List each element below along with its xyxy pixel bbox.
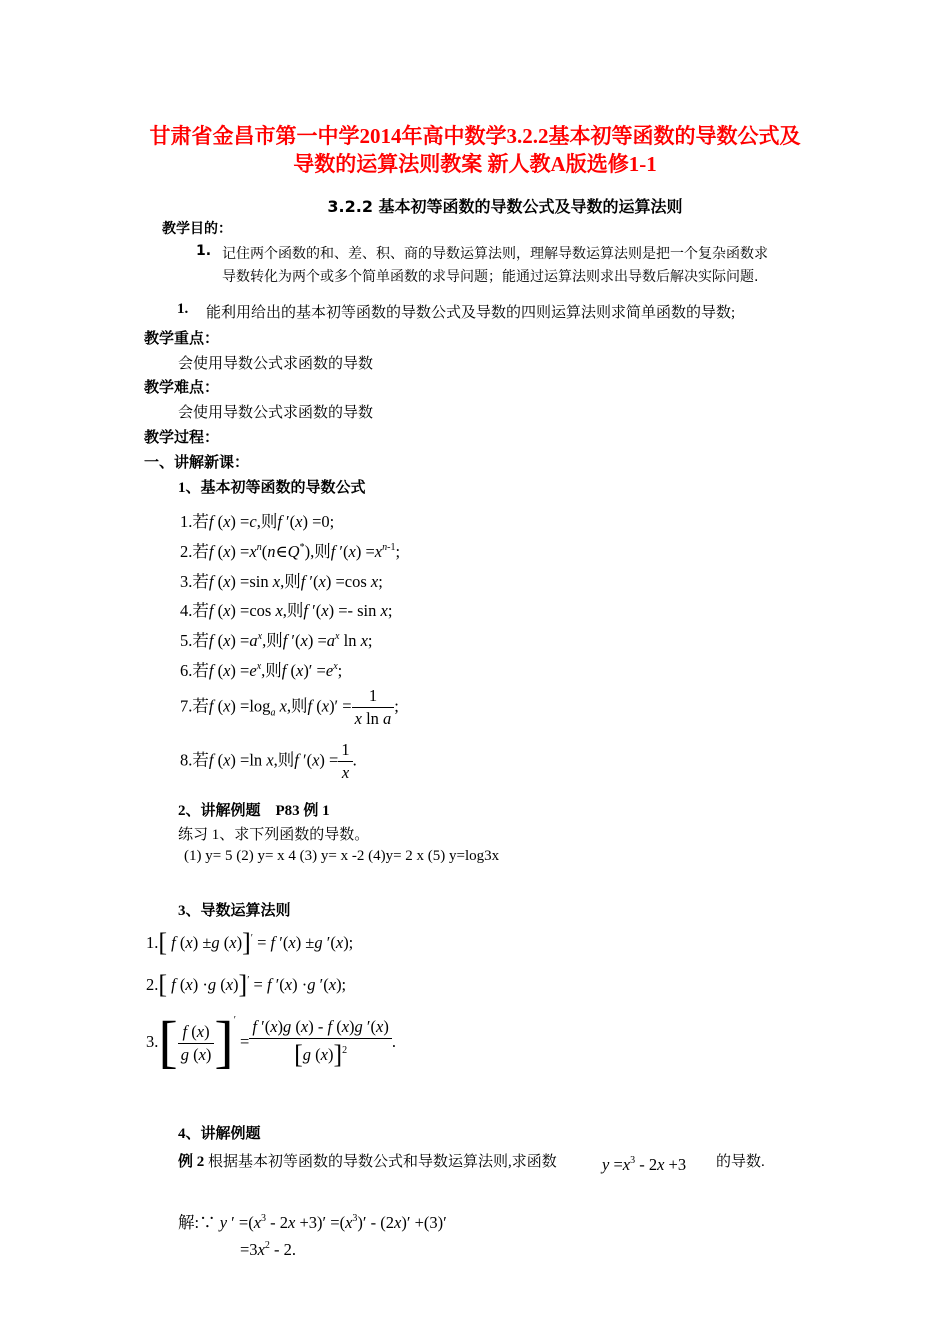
- process-heading: 教学过程：: [144, 430, 220, 446]
- formula-7: 7.若f $(x) =\log_a$ x,则f (x)′ = $\frac{1}{\text{x ln a}}$ ;: [180, 686, 399, 728]
- goal-2-text: 能利用给出的基本初等函数的导数公式及导数的四则运算法则求简单函数的导数;: [206, 305, 736, 321]
- goal-2-number: 1.: [177, 301, 189, 317]
- formula-2: 2.若f $(x) =x^n(n\in Q^*)$,则f $'(x) =x^{n-1}$;: [180, 542, 401, 561]
- formula-5: 5.若f $(x) =a^x$,则f $'(x) =a^x$ ln x;: [180, 631, 373, 650]
- doc-title-line-2: 导数的运算法则教案 新人教A版选修1-1: [293, 152, 657, 176]
- goal-1-number: 1.: [196, 243, 212, 259]
- example-2: [178, 1150, 557, 1171]
- exercise-1-items: (1) y= 5 (2) y= x 4 (3) y= x -2 (4)y= 2 x (5) y=log3x: [184, 848, 500, 864]
- formula-4: 4.若f (x) =cos x,则f ′(x) =- sin x;: [180, 601, 393, 620]
- rule-quotient: 3.[ $\frac{f (x)}{g (x)}$ ]′ = $\frac{f '(x)g (x) - f (x)g '(x)}{[g (x)]^2}$ .: [146, 1009, 396, 1074]
- example-2-label: 例 2: [178, 1154, 205, 1170]
- example-2-text: 根据基本初等函数的导数公式和导数运算法则,求函数: [208, 1154, 557, 1170]
- focus-heading: 教学重点：: [144, 331, 220, 347]
- example-2-function: $y =x^3 - 2x +3$: [602, 1155, 687, 1174]
- example-2-tail: 的导数.: [716, 1154, 765, 1170]
- solution-label: 解:: [178, 1213, 200, 1232]
- section-1-subheading: 1、基本初等函数的导数公式: [178, 480, 366, 496]
- rule-sum: 1.[ f (x) ±g (x)]′ = f ′(x) ±g ′(x);: [146, 928, 354, 957]
- solution-line-2: $=3x^2 - 2$.: [240, 1240, 297, 1259]
- formula-3: 3.若f (x) =sin x,则f ′(x) =cos x;: [180, 572, 383, 591]
- focus-text: 会使用导数公式求函数的导数: [178, 356, 374, 372]
- section-2-heading: 2、讲解例题 P83 例 1: [178, 803, 330, 819]
- goal-1-line-2: 导数转化为两个或多个简单函数的求导问题；能通过运算法则求出导数后解决实际问题.: [222, 269, 759, 285]
- goals-heading: 教学目的：: [162, 221, 232, 237]
- section-3-heading: 3、导数运算法则: [178, 903, 291, 919]
- formula-6: 6.若f $(x) =e^x$,则f $(x)' =e^x$;: [180, 661, 343, 680]
- goal-1-line-1: 记住两个函数的和、差、积、商的导数运算法则，理解导数运算法则是把一个复杂函数求: [222, 246, 768, 262]
- section-subtitle: 3.2.2 基本初等函数的导数公式及导数的运算法则: [327, 197, 683, 216]
- formula-8: 8.若f (x) =ln x,则f ′(x) = $\frac{1}{x}$ .: [180, 740, 357, 782]
- exercise-1: 练习 1、求下列函数的导数。: [178, 827, 370, 843]
- section-4-heading: 4、讲解例题: [178, 1126, 261, 1142]
- difficulty-text: 会使用导数公式求函数的导数: [178, 405, 374, 421]
- section-1-heading: 一、讲解新课：: [144, 455, 250, 471]
- doc-title-line-1: 甘肃省金昌市第一中学2014年高中数学3.2.2基本初等函数的导数公式及: [149, 124, 801, 148]
- rule-product: 2.[ f (x) ·g (x)]′ = f ′(x) ·g ′(x);: [146, 970, 347, 999]
- formula-1: 1.若f (x) =c,则f ′(x) =0;: [180, 512, 335, 531]
- solution-line-1: 解:∵ y ′ $=(x^3 - 2x +3)' =(x^3)' - (2x)' +(3)'$: [178, 1213, 447, 1232]
- difficulty-heading: 教学难点：: [144, 380, 220, 396]
